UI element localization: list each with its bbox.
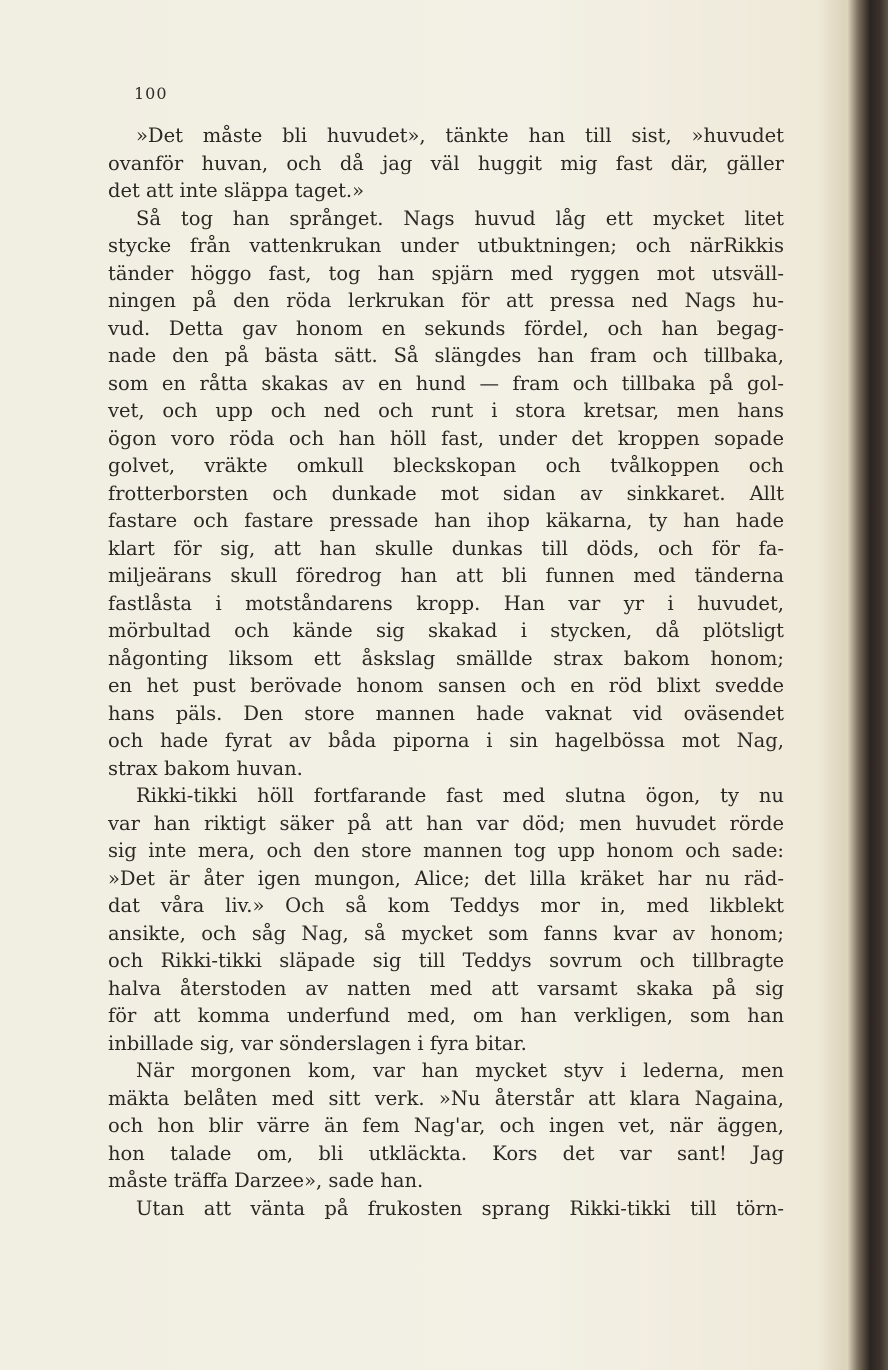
text-line: När morgonen kom, var han mycket styv i lederna, men xyxy=(136,1059,784,1082)
text-line: halva återstoden av natten med att varsamt skaka på sig xyxy=(108,976,784,1000)
text-line: och hade fyrat av båda piporna i sin hagelbössa mot Nag, xyxy=(108,729,784,752)
text-line: ovanför huvan, och då jag väl huggit mig fast där, gäller xyxy=(108,151,784,175)
text-line: ningen på den röda lerkrukan för att pressa ned Nags hu- xyxy=(108,289,784,312)
text-line: strax bakom huvan. xyxy=(108,756,303,780)
text-line: var han riktigt säker på att han var död; men huvudet rörde xyxy=(108,811,784,835)
text-line: Rikki-tikki höll fortfarande fast med slutna ögon, ty nu xyxy=(136,784,784,807)
text-line: stycke från vattenkrukan under utbuktningen; och närRikkis xyxy=(108,234,784,257)
page-number: 100 xyxy=(134,84,168,103)
text-line: Så tog han språnget. Nags huvud låg ett mycket litet xyxy=(136,206,784,230)
text-line: miljeärans skull föredrog han att bli funnen med tänderna xyxy=(108,564,784,587)
text-line: och hon blir värre än fem Nag'ar, och ingen vet, när äggen, xyxy=(108,1114,784,1137)
text-line: sig inte mera, och den store mannen tog upp honom och sade: xyxy=(108,839,784,862)
body-text xyxy=(108,122,784,1222)
book-gutter-shadow xyxy=(848,0,888,1370)
text-line: »Det måste bli huvudet», tänkte han till sist, »huvudet xyxy=(136,124,784,147)
text-line: någonting liksom ett åskslag smällde strax bakom honom; xyxy=(108,646,784,670)
text-line: mäkta belåten med sitt verk. »Nu återstår att klara Nagaina, xyxy=(108,1086,784,1110)
text-line: ansikte, och såg Nag, så mycket som fanns kvar av honom; xyxy=(108,921,784,945)
text-line: inbillade sig, var sönderslagen i fyra bitar. xyxy=(108,1031,527,1055)
text-line: dat våra liv.» Och så kom Teddys mor in, med likblekt xyxy=(108,894,784,917)
text-line: hon talade om, bli utkläckta. Kors det var sant! Jag xyxy=(108,1141,784,1165)
text-line: ögon voro röda och han höll fast, under det kroppen sopade xyxy=(108,426,784,450)
text-line: klart för sig, att han skulle dunkas till döds, och för fa- xyxy=(108,536,784,560)
text-line: för att komma underfund med, om han verkligen, som han xyxy=(108,1004,784,1027)
text-line: vud. Detta gav honom en sekunds fördel, och han begag- xyxy=(108,316,784,340)
text-line: måste träffa Darzee», sade han. xyxy=(108,1169,424,1192)
text-line: som en råtta skakas av en hund — fram och tillbaka på gol- xyxy=(108,371,784,395)
text-line: »Det är åter igen mungon, Alice; det lilla kräket har nu räd- xyxy=(108,866,784,890)
text-line: vet, och upp och ned och runt i stora kretsar, men hans xyxy=(108,399,784,422)
text-line: det att inte släppa taget.» xyxy=(108,179,365,202)
text-line: hans päls. Den store mannen hade vaknat vid oväsendet xyxy=(108,701,784,725)
text-line: fastare och fastare pressade han ihop käkarna, ty han hade xyxy=(108,509,784,532)
text-line: nade den på bästa sätt. Så slängdes han fram och tillbaka, xyxy=(108,344,784,367)
text-line: frotterborsten och dunkade mot sidan av sinkkaret. Allt xyxy=(108,481,784,505)
text-line: fastlåsta i motståndarens kropp. Han var yr i huvudet, xyxy=(108,591,784,615)
text-line: och Rikki-tikki släpade sig till Teddys sovrum och tillbragte xyxy=(108,949,784,972)
text-line: mörbultad och kände sig skakad i stycken, då plötsligt xyxy=(108,619,784,642)
text-line: golvet, vräkte omkull bleckskopan och tvålkoppen och xyxy=(108,454,784,477)
text-line: tänder höggo fast, tog han spjärn med ryggen mot utsväll- xyxy=(108,261,784,285)
text-line: en het pust berövade honom sansen och en röd blixt svedde xyxy=(108,674,784,697)
text-line: Utan att vänta på frukosten sprang Rikki-tikki till törn- xyxy=(136,1196,784,1220)
